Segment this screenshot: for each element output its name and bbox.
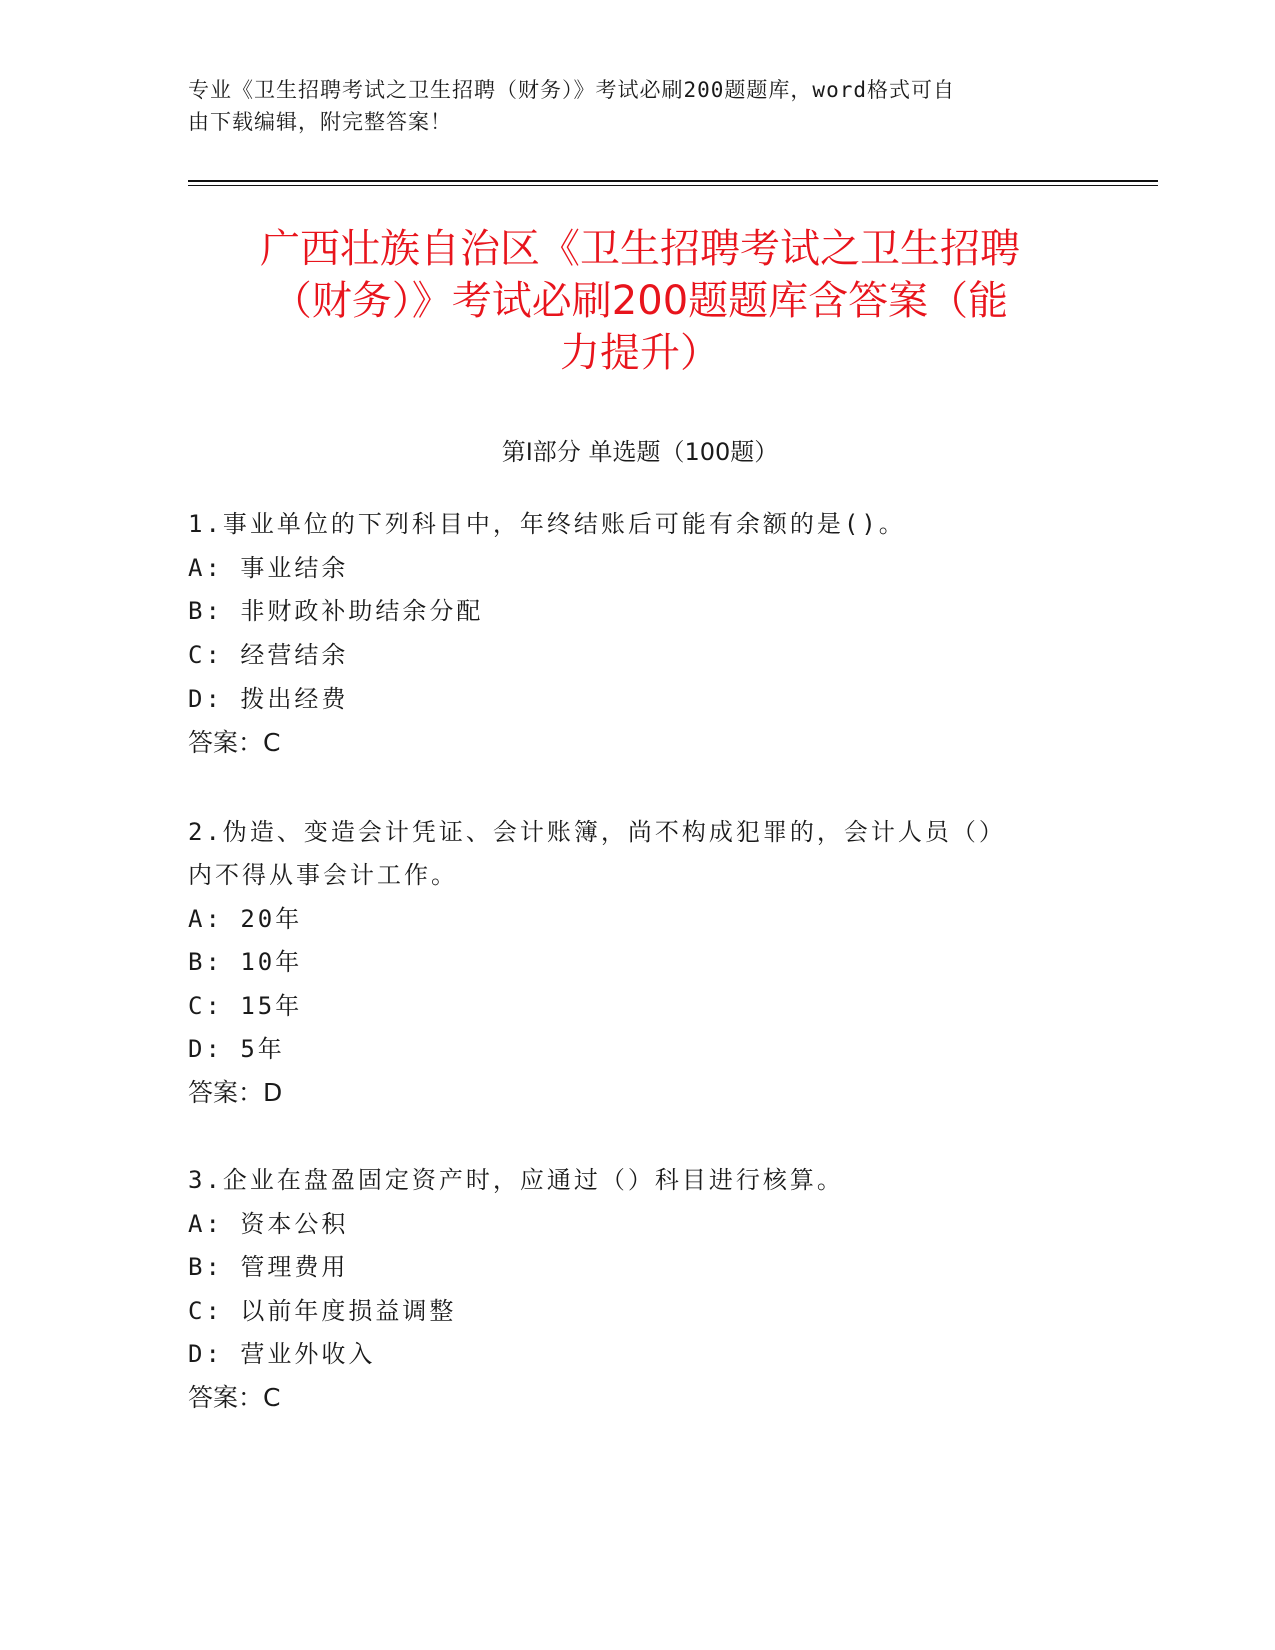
question-stem-continued: 内不得从事会计工作。: [188, 861, 458, 889]
option-b: B: 10年: [188, 948, 303, 976]
title-line-2: （财务）》考试必刷200题题库含答案（能: [271, 278, 1009, 324]
answer-label: 答案：C: [188, 728, 281, 757]
title-line-1: 广西壮族自治区《卫生招聘考试之卫生招聘: [260, 226, 1020, 272]
option-a: A: 资本公积: [188, 1210, 349, 1238]
header-divider-thick: [188, 180, 1158, 182]
answer-label: 答案：C: [188, 1383, 281, 1412]
section-heading: 第Ⅰ部分 单选题（100题）: [501, 438, 779, 466]
option-a: A: 事业结余: [188, 554, 349, 582]
title-line-3: 力提升）: [560, 330, 720, 376]
document-title: [190, 223, 1090, 379]
option-c: C: 经营结余: [188, 641, 349, 669]
option-b: B: 非财政补助结余分配: [188, 597, 484, 625]
answer-label: 答案：D: [188, 1078, 283, 1107]
question-stem: 3.企业在盘盈固定资产时，应通过（）科目进行核算。: [188, 1166, 844, 1194]
header-line-2: 由下载编辑，附完整答案！: [188, 110, 452, 134]
option-d: D: 拨出经费: [188, 685, 349, 713]
question-stem: 1.事业单位的下列科目中，年终结账后可能有余额的是()。: [188, 510, 906, 538]
option-c: C: 15年: [188, 992, 303, 1020]
option-c: C: 以前年度损益调整: [188, 1297, 457, 1325]
header-divider-thin: [188, 185, 1158, 186]
header-line-1: 专业《卫生招聘考试之卫生招聘（财务）》考试必刷200题题库，word格式可自: [188, 78, 955, 102]
option-b: B: 管理费用: [188, 1253, 349, 1281]
option-d: D: 5年: [188, 1035, 285, 1063]
option-d: D: 营业外收入: [188, 1340, 376, 1368]
option-a: A: 20年: [188, 905, 303, 933]
document-header-note: [188, 74, 1068, 138]
question-stem: 2.伪造、变造会计凭证、会计账簿，尚不构成犯罪的，会计人员（）: [188, 818, 1006, 846]
